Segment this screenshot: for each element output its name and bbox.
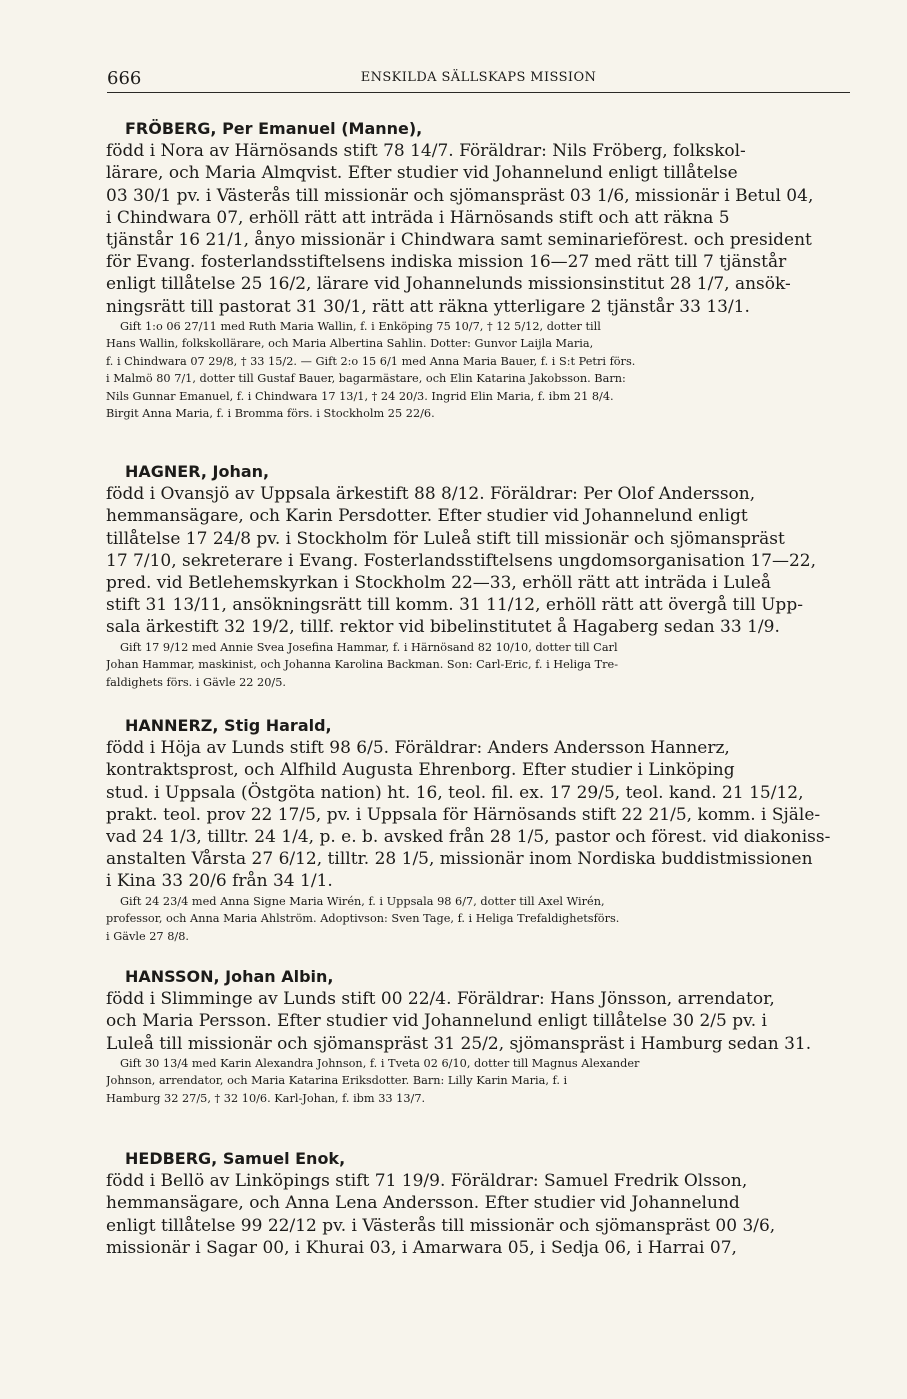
family-line: Gift 17 9/12 med Annie Svea Josefina Hammar, f. i Härnösand 82 10/10, dotter till Carl — [120, 640, 618, 654]
bio-line: 17 7/10, sekreterare i Evang. Fosterlandsstiftelsens ungdomsorganisation 17—22, — [106, 550, 816, 571]
entry-name: HAGNER, Johan, — [125, 462, 270, 481]
page-number: 666 — [107, 68, 142, 89]
family-line: Gift 1:o 06 27/11 med Ruth Maria Wallin, f. i Enköping 75 10/7, † 12 5/12, dotter till — [120, 319, 601, 333]
bio-line: enligt tillåtelse 99 22/12 pv. i Västerås till missionär och sjömanspräst 00 3/6, — [106, 1215, 776, 1236]
bio-line: född i Höja av Lunds stift 98 6/5. Föräldrar: Anders Andersson Hannerz, — [106, 738, 730, 759]
family-line: Johnson, arrendator, och Maria Katarina Eriksdotter. Barn: Lilly Karin Maria, f. i — [106, 1074, 568, 1088]
bio-line: Luleå till missionär och sjömanspräst 31 25/2, sjömanspräst i Hamburg sedan 31. — [106, 1033, 812, 1054]
bio-line: född i Ovansjö av Uppsala ärkestift 88 8/12. Föräldrar: Per Olof Andersson, — [106, 484, 756, 505]
biography-entry-froberg — [106, 118, 854, 423]
biography-entry-hansson — [106, 966, 854, 1107]
page-header — [107, 66, 850, 93]
bio-line: 03 30/1 pv. i Västerås till missionär och sjömanspräst 03 1/6, missionär i Betul 04, — [106, 185, 814, 206]
bio-line: anstalten Vårsta 27 6/12, tilltr. 28 1/5, missionär inom Nordiska buddistmissionen — [106, 849, 813, 870]
bio-line: hemmansägare, och Anna Lena Andersson. Efter studier vid Johannelund — [106, 1193, 740, 1214]
entry-name: HEDBERG, Samuel Enok, — [125, 1149, 346, 1168]
biography-entry-hannerz — [106, 715, 854, 945]
family-line: Birgit Anna Maria, f. i Bromma förs. i Stockholm 25 22/6. — [106, 407, 435, 421]
bio-line: och Maria Persson. Efter studier vid Johannelund enligt tillåtelse 30 2/5 pv. i — [106, 1011, 767, 1032]
family-line: i Malmö 80 7/1, dotter till Gustaf Bauer, bagarmästare, och Elin Katarina Jakobsson. Barn: — [106, 372, 626, 386]
family-line: Gift 24 23/4 med Anna Signe Maria Wirén, f. i Uppsala 98 6/7, dotter till Axel Wirén, — [120, 894, 605, 908]
bio-line: hemmansägare, och Karin Persdotter. Efter studier vid Johannelund enligt — [106, 506, 748, 527]
bio-line: kontraktsprost, och Alfhild Augusta Ehrenborg. Efter studier i Linköping — [106, 760, 735, 781]
bio-line: stift 31 13/11, ansökningsrätt till komm. 31 11/12, erhöll rätt att övergå till Upp- — [106, 595, 803, 616]
family-line: faldighets förs. i Gävle 22 20/5. — [106, 675, 287, 689]
bio-line: pred. vid Betlehemskyrkan i Stockholm 22—33, erhöll rätt att inträda i Luleå — [106, 572, 772, 593]
bio-line: enligt tillåtelse 25 16/2, lärare vid Johannelunds missionsinstitut 28 1/7, ansök- — [106, 274, 791, 295]
bio-line: född i Bellö av Linköpings stift 71 19/9. Föräldrar: Samuel Fredrik Olsson, — [106, 1171, 748, 1192]
entry-name: HANSSON, Johan Albin, — [125, 967, 334, 986]
biography-entry-hagner — [106, 461, 854, 691]
entry-name: FRÖBERG, Per Emanuel (Manne), — [125, 119, 423, 138]
family-line: Hamburg 32 27/5, † 32 10/6. Karl-Johan, f. ibm 33 13/7. — [106, 1091, 426, 1105]
bio-line: för Evang. fosterlandsstiftelsens indiska mission 16—27 med rätt till 7 tjänstår — [106, 252, 787, 273]
bio-line: född i Slimminge av Lunds stift 00 22/4. Föräldrar: Hans Jönsson, arrendator, — [106, 989, 775, 1010]
bio-line: i Chindwara 07, erhöll rätt att inträda i Härnösands stift och att räkna 5 — [106, 207, 730, 228]
bio-line: missionär i Sagar 00, i Khurai 03, i Amarwara 05, i Sedja 06, i Harrai 07, — [106, 1237, 737, 1258]
bio-line: i Kina 33 20/6 från 34 1/1. — [106, 871, 333, 892]
family-line: professor, och Anna Maria Ahlström. Adoptivson: Sven Tage, f. i Heliga Trefaldighetsförs. — [106, 912, 620, 925]
bio-line: prakt. teol. prov 22 17/5, pv. i Uppsala för Härnösands stift 22 21/5, komm. i Själe- — [106, 804, 821, 825]
biography-entry-hedberg — [106, 1148, 854, 1259]
bio-line: sala ärkestift 32 19/2, tillf. rektor vid bibelinstitutet å Hagaberg sedan 33 1/9. — [106, 617, 780, 638]
bio-line: lärare, och Maria Almqvist. Efter studier vid Johannelund enligt tillåtelse — [106, 163, 738, 184]
family-line: Johan Hammar, maskinist, och Johanna Karolina Backman. Son: Carl-Eric, f. i Heliga Tre- — [106, 658, 619, 671]
family-line: Nils Gunnar Emanuel, f. i Chindwara 17 13/1, † 24 20/3. Ingrid Elin Maria, f. ibm 21 8/4. — [106, 389, 614, 403]
bio-line: ningsrätt till pastorat 31 30/1, rätt att räkna ytterligare 2 tjänstår 33 13/1. — [106, 296, 750, 317]
family-line: Gift 30 13/4 med Karin Alexandra Johnson, f. i Tveta 02 6/10, dotter till Magnus Alexander — [120, 1056, 640, 1070]
bio-line: vad 24 1/3, tilltr. 24 1/4, p. e. b. avsked från 28 1/5, pastor och förest. vid diakoniss- — [106, 826, 831, 847]
family-line: f. i Chindwara 07 29/8, † 33 15/2. — Gift 2:o 15 6/1 med Anna Maria Bauer, f. i S:t Petri förs. — [106, 354, 636, 368]
family-line: Hans Wallin, folkskollärare, och Maria Albertina Sahlin. Dotter: Gunvor Laijla Maria, — [106, 337, 594, 351]
bio-line: tjänstår 16 21/1, ånyo missionär i Chindwara samt seminarieförest. och president — [106, 229, 812, 250]
family-line: i Gävle 27 8/8. — [106, 929, 189, 943]
running-title: ENSKILDA SÄLLSKAPS MISSION — [360, 70, 597, 85]
bio-line: född i Nora av Härnösands stift 78 14/7. Föräldrar: Nils Fröberg, folkskol- — [106, 141, 746, 162]
entry-name: HANNERZ, Stig Harald, — [125, 716, 332, 735]
bio-line: stud. i Uppsala (Östgöta nation) ht. 16, teol. fil. ex. 17 29/5, teol. kand. 21 15/12, — [106, 782, 804, 803]
bio-line: tillåtelse 17 24/8 pv. i Stockholm för Luleå stift till missionär och sjömanspräst — [106, 528, 785, 549]
